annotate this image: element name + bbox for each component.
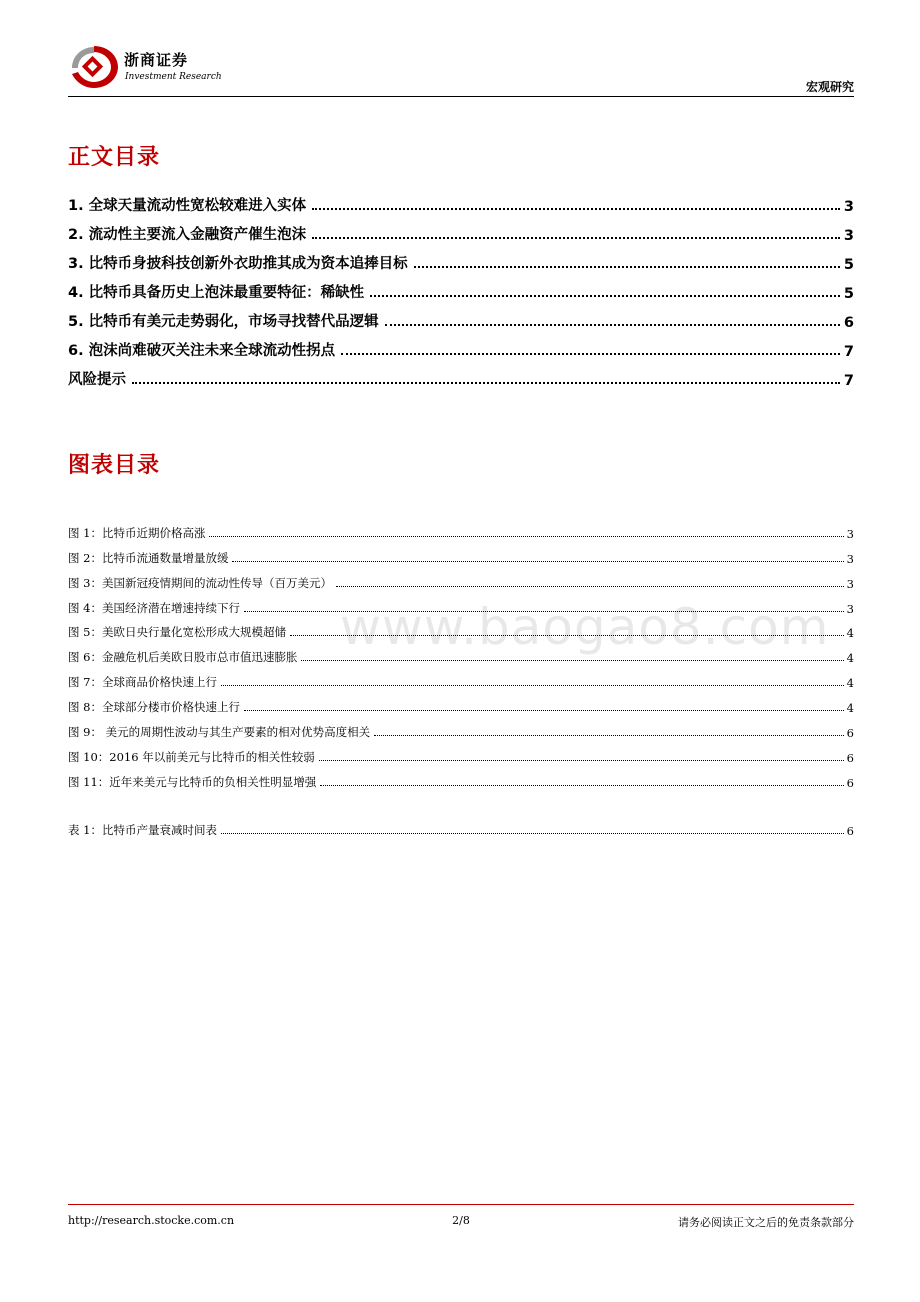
toc-leader (341, 353, 840, 355)
stocke-logo-icon (68, 44, 120, 90)
toc-item[interactable] (68, 273, 854, 302)
figure-item[interactable] (68, 740, 854, 765)
figure-item-page: 6 (846, 726, 854, 741)
toc-item-page: 5 (843, 286, 854, 302)
toc-leader (370, 295, 840, 297)
toc-item-label: 风险提示 (68, 372, 126, 388)
figure-item[interactable] (68, 541, 854, 566)
header-divider (68, 96, 854, 97)
figure-item-label: 图 1：比特币近期价格高涨 (68, 525, 206, 540)
figure-leader (209, 536, 843, 537)
figure-item[interactable] (68, 690, 854, 715)
figure-item-label: 图 10：2016 年以前美元与比特币的相关性较弱 (68, 749, 315, 764)
toc-item[interactable] (68, 331, 854, 360)
figure-item-page: 4 (846, 701, 854, 716)
figure-item-label: 图 2：比特币流通数量增量放缓 (68, 550, 229, 565)
toc-item-label: 6. 泡沫尚难破灭关注未来全球流动性拐点 (68, 343, 336, 359)
toc-title: 正文目录 (68, 145, 161, 170)
watermark-text: www.baogao8.com (340, 598, 830, 656)
toc-item[interactable] (68, 186, 854, 215)
figure-item[interactable] (68, 765, 854, 790)
figure-item-page: 3 (846, 601, 854, 616)
toc-leader (312, 208, 840, 210)
brand-name-cn: 浙商证券 (124, 51, 189, 69)
toc-item-page: 7 (843, 344, 854, 360)
figure-item-page: 4 (846, 676, 854, 691)
toc-item-page: 6 (843, 315, 854, 331)
figure-item[interactable] (68, 715, 854, 740)
toc-item-page: 3 (843, 228, 854, 244)
footer-divider (68, 1204, 854, 1205)
figure-item-page: 4 (846, 626, 854, 641)
table-list (68, 813, 854, 838)
figure-item-label: 图 4：美国经济潜在增速持续下行 (68, 600, 240, 615)
table-leader (221, 833, 844, 834)
toc-item-label: 1. 全球天量流动性宽松较难进入实体 (68, 198, 307, 214)
table-item-page: 6 (846, 823, 854, 838)
figure-item-label: 图 6：金融危机后美欧日股市总市值迅速膨胀 (68, 650, 298, 665)
figure-item-page: 3 (846, 526, 854, 541)
toc-item-label: 4. 比特币具备历史上泡沫最重要特征：稀缺性 (68, 285, 365, 301)
figure-item[interactable] (68, 640, 854, 665)
toc-item-page: 5 (843, 257, 854, 273)
toc-item-label: 5. 比特币有美元走势弱化，市场寻找替代品逻辑 (68, 314, 379, 330)
figure-item-label: 图 3：美国新冠疫情期间的流动性传导（百万美元） (68, 575, 332, 590)
figure-leader (336, 586, 844, 587)
figure-item-page: 6 (846, 750, 854, 765)
figure-leader (374, 735, 844, 736)
report-type-label: 宏观研究 (805, 80, 854, 94)
figure-leader (221, 685, 844, 686)
page-number: 2/8 (452, 1214, 470, 1227)
page-header (68, 44, 854, 96)
figure-item[interactable] (68, 516, 854, 541)
toc-item[interactable] (68, 302, 854, 331)
toc-item-label: 2. 流动性主要流入金融资产催生泡沫 (68, 227, 307, 243)
brand-name-en: Investment Research (125, 72, 222, 82)
figure-item-page: 6 (846, 775, 854, 790)
table-item-label: 表 1：比特币产量衰减时间表 (68, 822, 217, 837)
footer-disclaimer: 请务必阅读正文之后的免责条款部分 (678, 1216, 854, 1229)
figure-item-page: 3 (846, 551, 854, 566)
figure-item-label: 图 11：近年来美元与比特币的负相关性明显增强 (68, 774, 317, 789)
figure-leader (319, 760, 844, 761)
figure-leader (301, 660, 843, 661)
figure-item-label: 图 8：全球部分楼市价格快速上行 (68, 700, 240, 715)
table-item[interactable] (68, 813, 854, 838)
toc-item[interactable] (68, 215, 854, 244)
figure-item-page: 3 (846, 576, 854, 591)
figures-title: 图表目录 (68, 453, 161, 478)
toc-leader (385, 324, 840, 326)
toc-leader (132, 382, 840, 384)
toc-item[interactable] (68, 244, 854, 273)
figure-item[interactable] (68, 591, 854, 616)
page-footer (68, 1214, 854, 1232)
toc-leader (414, 266, 840, 268)
toc-item-page: 7 (843, 373, 854, 389)
toc-leader (312, 237, 840, 239)
figure-item[interactable] (68, 616, 854, 641)
footer-url-link[interactable]: http://research.stocke.com.cn (68, 1214, 235, 1227)
figure-leader (244, 710, 844, 711)
toc-item[interactable] (68, 360, 854, 389)
figure-leader (244, 611, 844, 612)
figure-item-label: 图 9： 美元的周期性波动与其生产要素的相对优势高度相关 (68, 725, 371, 740)
toc-list (68, 186, 854, 389)
figure-item[interactable] (68, 665, 854, 690)
figure-leader (320, 785, 843, 786)
figure-item-page: 4 (846, 651, 854, 666)
toc-item-page: 3 (843, 199, 854, 215)
figure-leader (232, 561, 843, 562)
figure-item-label: 图 5：美欧日央行量化宽松形成大规模超储 (68, 625, 286, 640)
figure-leader (290, 635, 844, 636)
figure-item-label: 图 7：全球商品价格快速上行 (68, 675, 217, 690)
toc-item-label: 3. 比特币身披科技创新外衣助推其成为资本追捧目标 (68, 256, 408, 272)
figure-item[interactable] (68, 566, 854, 591)
figure-list (68, 516, 854, 790)
